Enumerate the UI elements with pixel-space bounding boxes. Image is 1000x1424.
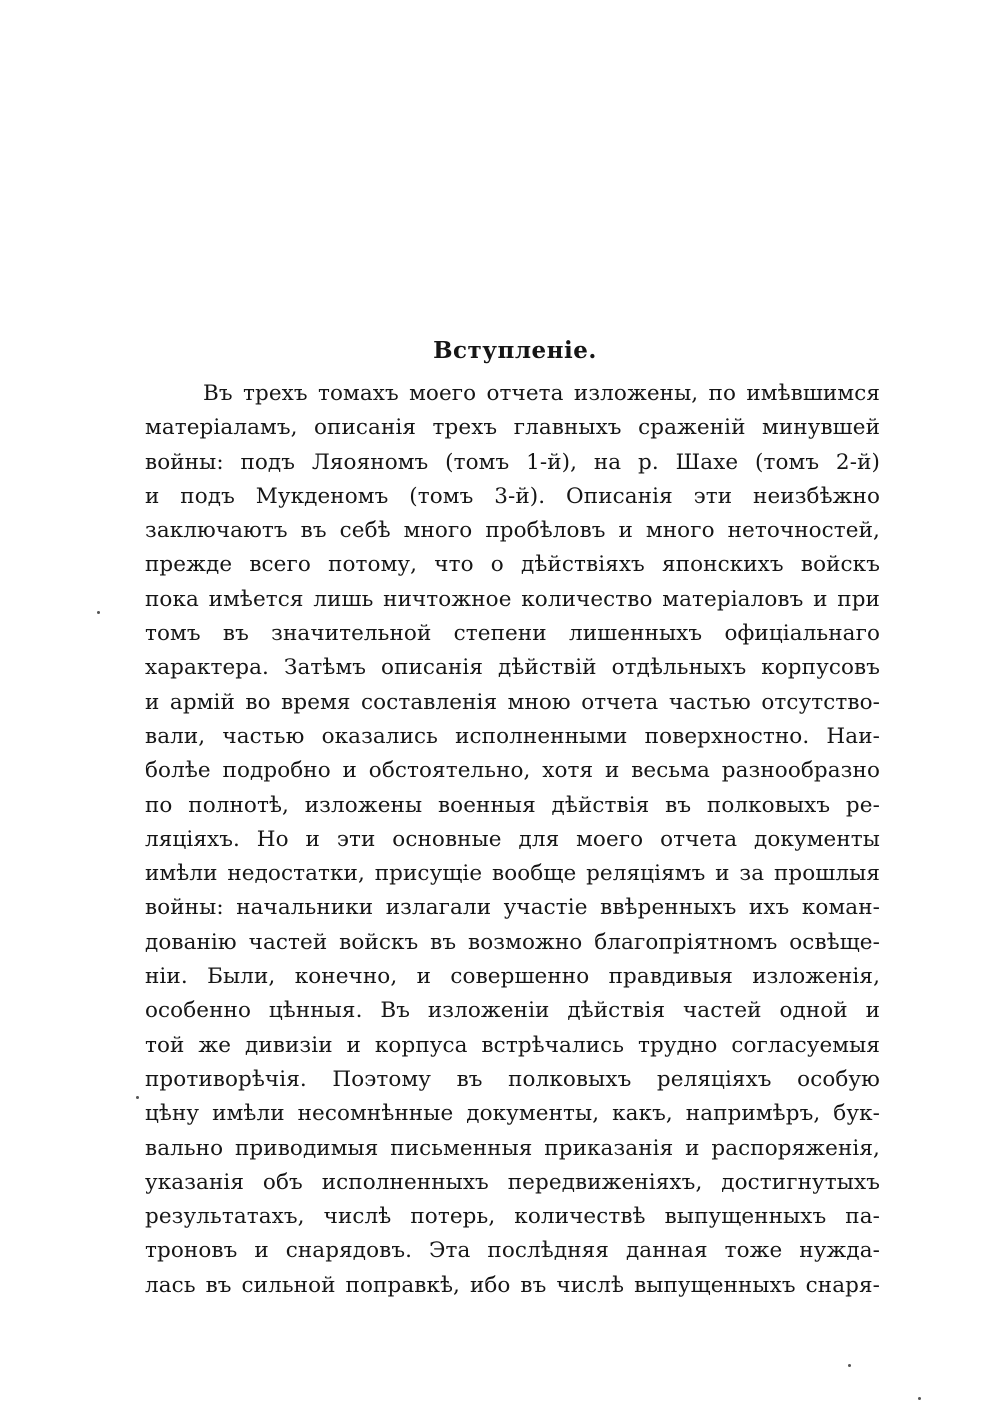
text-line: результатахъ, числѣ потерь, количествѣ выпущенныхъ па- [145,1204,880,1230]
text-line: Въ трехъ томахъ моего отчета изложены, по имѣвшимся [203,381,880,406]
text-line: пока имѣется лишь ничтожное количество матеріаловъ и при [145,586,880,612]
text-line: цѣну имѣли несомнѣнные документы, какъ, напримѣръ, бук- [145,1101,880,1127]
text-line: и подъ Мукденомъ (томъ 3-й). Описанія эти неизбѣжно [145,483,880,509]
text-line: лась въ сильной поправкѣ, ибо въ числѣ выпущенныхъ снаря- [145,1272,880,1298]
page-title: Вступленіе. [433,337,597,364]
text-line: войны: начальники излагали участіе ввѣренныхъ ихъ коман- [145,895,880,921]
text-line: матеріаламъ, описанія трехъ главныхъ сраженій минувшей [145,415,880,441]
text-line: ніи. Были, конечно, и совершенно правдивыя изложенія, [145,964,880,990]
text-line: той же дивизіи и корпуса встрѣчались трудно согласуемыя [145,1032,880,1058]
scan-speck [97,611,100,614]
text-line: ляціяхъ. Но и эти основные для моего отчета документы [145,826,880,852]
text-line: и армій во время составленія мною отчета частью отсутство- [145,689,880,715]
text-line: дованію частей войскъ въ возможно благопріятномъ освѣще- [145,929,880,955]
text-line: указанія объ исполненныхъ передвиженіяхъ, достигнутыхъ [145,1169,880,1195]
text-line: томъ въ значительной степени лишенныхъ офиціальнаго [145,621,880,647]
text-line: особенно цѣнныя. Въ изложеніи дѣйствія частей одной и [145,998,880,1024]
text-line: по полнотѣ, изложены военныя дѣйствія въ полковыхъ ре- [145,792,880,818]
text-line: противорѣчія. Поэтому въ полковыхъ реляціяхъ особую [145,1066,880,1092]
text-line: вально приводимыя письменныя приказанія и распоряженія, [145,1135,880,1161]
text-line: характера. Затѣмъ описанія дѣйствій отдѣльныхъ корпусовъ [145,655,880,681]
scan-speck [136,1096,139,1099]
text-line: заключаютъ въ себѣ много пробѣловъ и много неточностей, [145,518,880,544]
scan-speck [848,1364,851,1367]
text-line: вали, частью оказались исполненными поверхностно. Наи- [145,723,880,749]
scan-speck [918,1397,921,1400]
text-line: войны: подъ Ляояномъ (томъ 1-й), на р. Шахе (томъ 2-й) [145,449,880,475]
text-line: болѣе подробно и обстоятельно, хотя и весьма разнообразно [145,758,880,784]
text-line: имѣли недостатки, присущіе вообще реляціямъ и за прошлыя [145,861,880,887]
text-line: троновъ и снарядовъ. Эта послѣдняя данная тоже нужда- [145,1238,880,1264]
text-line: прежде всего потому, что о дѣйствіяхъ японскихъ войскъ [145,552,880,578]
body-text [145,377,880,1303]
